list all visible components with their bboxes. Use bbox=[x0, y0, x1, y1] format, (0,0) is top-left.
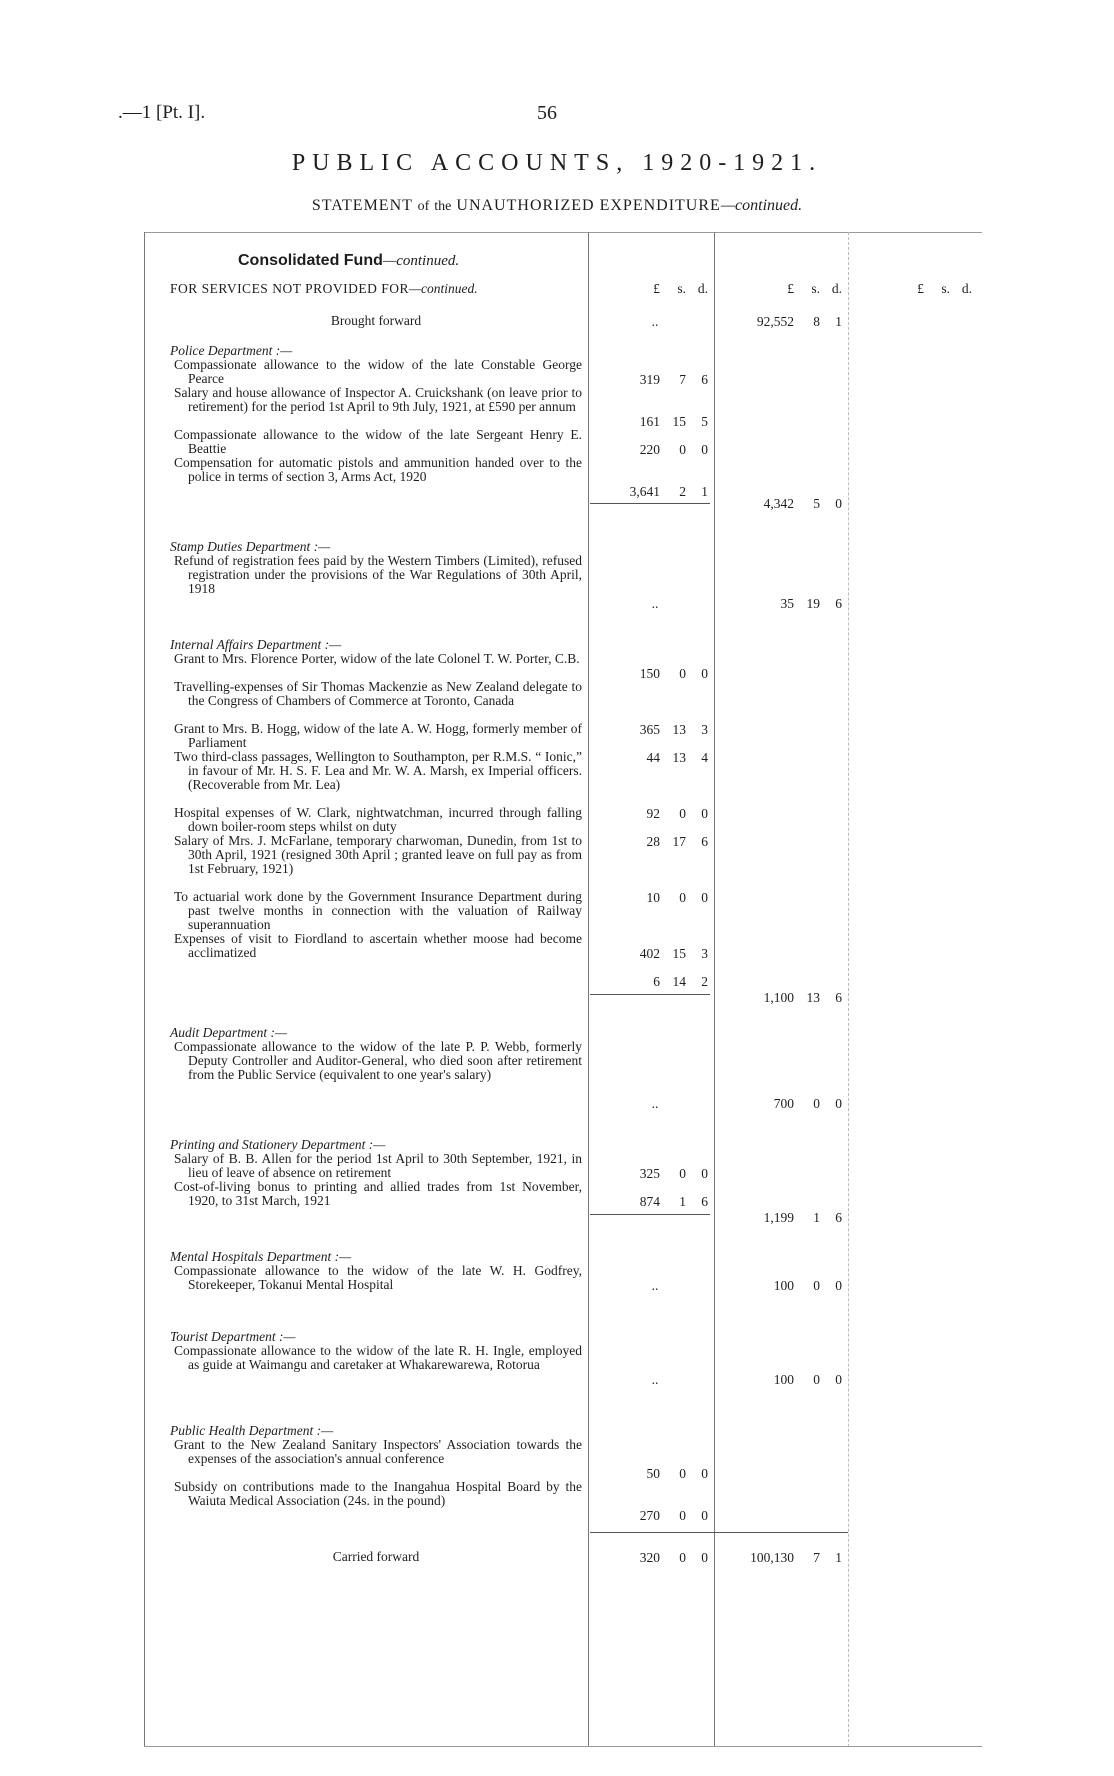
brought-forward-col1: .. bbox=[651, 314, 659, 329]
table-top-rule bbox=[144, 232, 982, 233]
department-total: 1,100 13 6 bbox=[763, 990, 842, 1005]
amount-cell: 325 0 0 bbox=[639, 1166, 708, 1181]
list-item: Salary and house allowance of Inspector A. Cruickshank (on leave prior to retirement) for the period 1st April to 9th July, 1921, at £590 per annum bbox=[174, 384, 582, 414]
column-header-1 bbox=[600, 281, 710, 297]
list-item: Salary of Mrs. J. McFarlane, temporary charwoman, Dunedin, from 1st to 30th April, 1921 (resigned 30th April ; granted leave on full pay as from 1st February, 1921) bbox=[174, 832, 582, 876]
subtotal-rule bbox=[590, 1532, 714, 1533]
department-total: 1,199 1 6 bbox=[763, 1210, 842, 1225]
amount-cell: 874 1 6 bbox=[639, 1194, 708, 1209]
column-divider-1 bbox=[588, 232, 589, 1747]
amount-cell: .. bbox=[651, 1278, 659, 1293]
list-item: Grant to Mrs. B. Hogg, widow of the late A. W. Hogg, formerly member of Parliament bbox=[174, 720, 582, 750]
list-item: Hospital expenses of W. Clark, nightwatchman, incurred through falling down boiler-room steps whilst on duty bbox=[174, 804, 582, 834]
subtotal-rule bbox=[590, 503, 710, 504]
list-item: Compassionate allowance to the widow of the late P. P. Webb, formerly Deputy Controller and Auditor-General, who died soon after retirement from the Public Service (equivalent to one year's salary) bbox=[174, 1038, 582, 1082]
amount-cell: 50 0 0 bbox=[646, 1466, 708, 1481]
list-item: Salary of B. B. Allen for the period 1st April to 30th September, 1921, in lieu of leave of absence on retirement bbox=[174, 1150, 582, 1180]
amount-cell: 3,641 2 1 bbox=[629, 484, 708, 499]
column-header-3 bbox=[864, 281, 974, 297]
page-title: PUBLIC ACCOUNTS, 1920-1921. bbox=[291, 150, 823, 176]
public-health-department-section bbox=[170, 1424, 582, 1522]
table-left-border bbox=[144, 232, 145, 1747]
subtotal-rule bbox=[590, 1214, 710, 1215]
list-item: Compassionate allowance to the widow of the late W. H. Godfrey, Storekeeper, Tokanui Mental Hospital bbox=[174, 1262, 582, 1292]
list-item: Expenses of visit to Fiordland to ascertain whether moose had become acclimatized bbox=[174, 930, 582, 960]
department-total: 4,342 5 0 bbox=[763, 496, 842, 511]
amount-cell: 10 0 0 bbox=[646, 890, 708, 905]
col-header-shillings: s. bbox=[677, 281, 686, 296]
printing-stationery-department-section bbox=[170, 1138, 582, 1208]
brought-forward-col2: 92,552 8 1 bbox=[756, 314, 842, 329]
list-item: Grant to Mrs. Florence Porter, widow of the late Colonel T. W. Porter, C.B. bbox=[174, 650, 580, 666]
subtotal-rule bbox=[590, 994, 710, 995]
stamp-duties-department-section bbox=[170, 540, 582, 596]
internal-affairs-department-section bbox=[170, 638, 582, 960]
table-bottom-rule bbox=[144, 1746, 982, 1747]
department-total: 100 0 0 bbox=[773, 1278, 842, 1293]
col-header-pence: d. bbox=[961, 281, 972, 296]
column-header-2 bbox=[734, 281, 844, 297]
subtitle-unauthorized: UNAUTHORIZED EXPENDITURE bbox=[456, 197, 721, 214]
services-heading bbox=[170, 281, 478, 297]
amount-cell: .. bbox=[651, 1372, 659, 1387]
list-item: Refund of registration fees paid by the Western Timbers (Limited), refused registration under the provisions of the War Regulations of 30th April, 1918 bbox=[174, 552, 582, 596]
subtitle-of: of bbox=[417, 199, 430, 214]
subtitle-continued: —continued. bbox=[720, 197, 803, 214]
col-header-pence: d. bbox=[697, 281, 708, 296]
services-continued: —continued. bbox=[408, 281, 478, 296]
department-heading: Mental Hospitals Department :— bbox=[170, 1249, 352, 1264]
carried-forward-label: Carried forward bbox=[332, 1549, 420, 1564]
amount-cell: 402 15 3 bbox=[639, 946, 708, 961]
mental-hospitals-department-section bbox=[170, 1250, 582, 1292]
amount-cell: 28 17 6 bbox=[646, 834, 708, 849]
subtotal-rule bbox=[714, 1532, 848, 1533]
amount-cell: 150 0 0 bbox=[639, 666, 708, 681]
column-divider-3 bbox=[848, 232, 849, 1747]
amount-cell: 44 13 4 bbox=[646, 750, 708, 765]
col-header-pounds: £ bbox=[917, 281, 924, 296]
department-heading: Tourist Department :— bbox=[170, 1329, 296, 1344]
list-item: Compassionate allowance to the widow of the late Constable George Pearce bbox=[174, 356, 582, 386]
col-header-shillings: s. bbox=[941, 281, 950, 296]
department-total: 100 0 0 bbox=[773, 1372, 842, 1387]
list-item: Compensation for automatic pistols and ammunition handed over to the police in terms of section 3, Arms Act, 1920 bbox=[174, 454, 582, 484]
page-reference: .—1 [Pt. I]. bbox=[118, 102, 206, 123]
department-heading: Internal Affairs Department :— bbox=[170, 637, 342, 652]
amount-cell: .. bbox=[651, 596, 659, 611]
page-number: 56 bbox=[537, 102, 557, 124]
department-total: 700 0 0 bbox=[773, 1096, 842, 1111]
amount-cell: .. bbox=[651, 1096, 659, 1111]
department-total: 35 19 6 bbox=[780, 596, 842, 611]
list-item: Two third-class passages, Wellington to Southampton, per R.M.S. “ Ionic,” in favour of Mr. H. S. F. Lea and Mr. W. A. Marsh, ex Imperial officers. (Recoverable from Mr. Lea) bbox=[174, 748, 582, 792]
list-item: Compassionate allowance to the widow of the late Sergeant Henry E. Beattie bbox=[174, 426, 582, 456]
carried-forward-row bbox=[170, 1550, 582, 1564]
list-item: Compassionate allowance to the widow of the late R. H. Ingle, employed as guide at Waimangu and caretaker at Whakarewarewa, Rotorua bbox=[174, 1342, 582, 1372]
col-header-pounds: £ bbox=[653, 281, 660, 296]
amount-cell: 319 7 6 bbox=[639, 372, 708, 387]
col-header-pence: d. bbox=[831, 281, 842, 296]
fund-name: Consolidated Fund bbox=[238, 252, 383, 269]
police-department-section bbox=[170, 344, 582, 498]
list-item: Subsidy on contributions made to the Inangahua Hospital Board by the Waiuta Medical Association (24s. in the pound) bbox=[174, 1478, 582, 1508]
amount-cell: 161 15 5 bbox=[639, 414, 708, 429]
page-subtitle bbox=[0, 197, 1114, 215]
department-heading: Police Department :— bbox=[170, 343, 293, 358]
department-heading: Public Health Department :— bbox=[170, 1423, 334, 1438]
services-label: FOR SERVICES NOT PROVIDED FOR bbox=[170, 281, 409, 296]
col-header-shillings: s. bbox=[811, 281, 820, 296]
audit-department-section bbox=[170, 1026, 582, 1082]
carried-forward-col2: 100,130 7 1 bbox=[750, 1550, 842, 1565]
department-heading: Audit Department :— bbox=[170, 1025, 287, 1040]
col-header-pounds: £ bbox=[787, 281, 794, 296]
list-item: Travelling-expenses of Sir Thomas Mackenzie as New Zealand delegate to the Congress of Chambers of Commerce at Toronto, Canada bbox=[174, 678, 582, 708]
amount-cell: 220 0 0 bbox=[639, 442, 708, 457]
tourist-department-section bbox=[170, 1330, 582, 1372]
amount-cell: 92 0 0 bbox=[646, 806, 708, 821]
brought-forward-row bbox=[170, 314, 582, 328]
column-divider-2 bbox=[714, 232, 715, 1747]
list-item: Grant to the New Zealand Sanitary Inspectors' Association towards the expenses of the association's annual conference bbox=[174, 1436, 582, 1466]
list-item: To actuarial work done by the Government Insurance Department during past twelve months in connection with the valuation of Railway superannuation bbox=[174, 888, 582, 932]
fund-continued: —continued. bbox=[382, 253, 460, 269]
list-item: Cost-of-living bonus to printing and allied trades from 1st November, 1920, to 31st March, 1921 bbox=[174, 1178, 582, 1208]
fund-heading bbox=[238, 252, 459, 270]
amount-cell: 270 0 0 bbox=[639, 1508, 708, 1523]
amount-cell: 365 13 3 bbox=[639, 722, 708, 737]
department-heading: Printing and Stationery Department :— bbox=[170, 1137, 386, 1152]
carried-forward-col1: 320 0 0 bbox=[639, 1550, 708, 1565]
subtitle-the: the bbox=[434, 199, 452, 214]
department-heading: Stamp Duties Department :— bbox=[170, 539, 331, 554]
brought-forward-label: Brought forward bbox=[330, 313, 422, 328]
amount-cell: 6 14 2 bbox=[653, 974, 708, 989]
subtitle-statement: STATEMENT bbox=[311, 197, 413, 214]
